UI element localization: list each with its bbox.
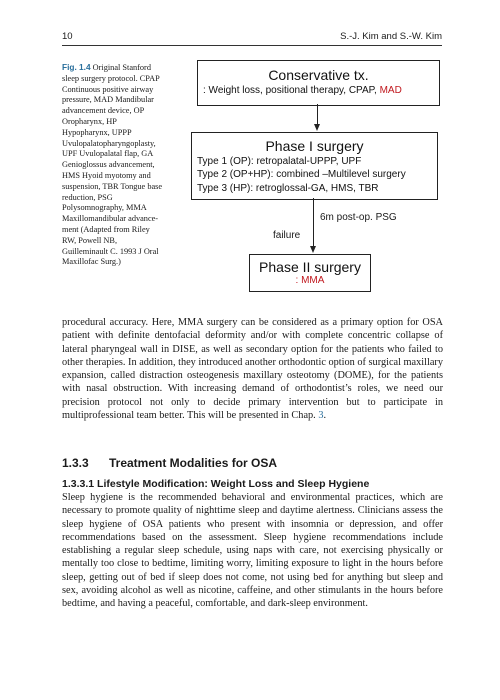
subsection-heading: 1.3.3.1 Lifestyle Modification: Weight Loss and Sleep Hygiene bbox=[62, 478, 370, 490]
conservative-options-text: : Weight loss, positional therapy, CPAP, bbox=[203, 85, 380, 96]
caption-line: Genioglossus advancement, bbox=[62, 160, 155, 170]
caption-line: advancement device, OP bbox=[62, 106, 145, 116]
figure-caption bbox=[62, 62, 187, 268]
paragraph-text: procedural accuracy. Here, MMA surgery can be considered as a primary option for OSA patient with definite dentofacial deformity and/or with complete concentric collapse of lateral pharyngeal wall in DISE, as well as secondary option for the patients who failed to other therapies. In addition, they introduced another orthodontic option of surgical maxillary expansion, called distraction osteogenesis maxillary osteotomy (DOME), for the patients with nasal obstruction. With increasing demand of orthodontist’s roles, we need our precision protocol not only to decide primary intervention but to participate in multiprofessional team better. This will be presented in Chap. bbox=[62, 317, 443, 422]
surgery-type-line: Type 2 (OP+HP): combined –Multilevel surgery bbox=[197, 169, 406, 181]
surgery-type-line: Type 1 (OP): retropalatal-UPPP, UPF bbox=[197, 156, 362, 167]
body-paragraph bbox=[62, 316, 443, 422]
caption-line: Maxillomandibular advance- bbox=[62, 214, 159, 224]
mma-highlight: : MMA bbox=[295, 275, 325, 286]
running-header bbox=[62, 29, 442, 45]
caption-line: Maxillofac Surg.) bbox=[62, 257, 121, 267]
page-number: 10 bbox=[62, 31, 73, 42]
conservative-treatment-options bbox=[203, 85, 439, 96]
body-paragraph: Sleep hygiene is the recommended behavioral and environmental practices, which are necessary to promote quality of nighttime sleep and daytime alertness. Clinicians assess the sleep hygiene of OSA patients who present with insomnia or depression, and offer recommendations based on the assessment. Sleep hygiene recommendations include establishing a regular sleep schedule, using naps with care, not exercising physically or mentally too close to bedtime, limiting worry, limiting exposure to light in the hours before sleep, getting out of bed if sleep does not come, not using bed for anything but sleep and sex, avoiding alcohol as well as nicotine, caffeine, and other stimulants in the hours before bedtime, and having a peaceful, comfortable, and dark-sleep environment. bbox=[62, 492, 443, 610]
caption-line: Hypopharynx, UPPP bbox=[62, 127, 132, 137]
postop-psg-label: 6m post-op. PSG bbox=[320, 212, 397, 223]
phase-two-surgery-title: Phase II surgery bbox=[259, 259, 361, 275]
conservative-treatment-box bbox=[197, 60, 440, 106]
header-rule bbox=[62, 45, 442, 46]
caption-line: UPF Uvulopalatal flap, GA bbox=[62, 149, 154, 159]
surgery-type-line: Type 3 (HP): retroglossal-GA, HMS, TBR bbox=[197, 182, 379, 194]
section-heading bbox=[62, 456, 277, 470]
flow-connector bbox=[313, 198, 314, 247]
caption-line: Polysomnography, MMA bbox=[62, 203, 147, 213]
phase-one-surgery-box bbox=[191, 132, 438, 200]
failure-label: failure bbox=[273, 230, 301, 241]
phase-two-surgery-box bbox=[249, 254, 371, 292]
flow-connector bbox=[317, 104, 318, 125]
phase-one-surgery-title: Phase I surgery bbox=[265, 138, 364, 154]
caption-line: sleep surgery protocol. CPAP bbox=[62, 73, 160, 83]
caption-line: Original Stanford bbox=[92, 63, 151, 72]
caption-line: Oropharynx, HP bbox=[62, 116, 117, 126]
caption-line: Uvulopalatopharyngoplasty, bbox=[62, 138, 156, 148]
caption-line: Guilleminault C. 1993 J Oral bbox=[62, 246, 159, 256]
conservative-treatment-title: Conservative tx. bbox=[268, 67, 369, 83]
figure-label: Fig. 1.4 bbox=[62, 62, 91, 72]
caption-line: suspension, TBR Tongue base bbox=[62, 181, 163, 191]
down-arrow-icon bbox=[310, 246, 316, 253]
caption-line: reduction, PSG bbox=[62, 192, 113, 202]
paragraph-end: . bbox=[323, 410, 327, 422]
mad-highlight: MAD bbox=[379, 85, 402, 96]
section-number: 1.3.3 bbox=[62, 456, 89, 470]
caption-line: Continuous positive airway bbox=[62, 84, 154, 94]
caption-line: ment (Adapted from Riley bbox=[62, 224, 150, 234]
running-head-authors: S.-J. Kim and S.-W. Kim bbox=[340, 31, 442, 42]
down-arrow-icon bbox=[314, 124, 320, 131]
caption-line: RW, Powell NB, bbox=[62, 235, 118, 245]
caption-line: pressure, MAD Mandibular bbox=[62, 95, 154, 105]
chapter-link[interactable]: 3 bbox=[318, 410, 324, 422]
section-title: Treatment Modalities for OSA bbox=[109, 456, 278, 470]
caption-line: HMS Hyoid myotomy and bbox=[62, 170, 151, 180]
